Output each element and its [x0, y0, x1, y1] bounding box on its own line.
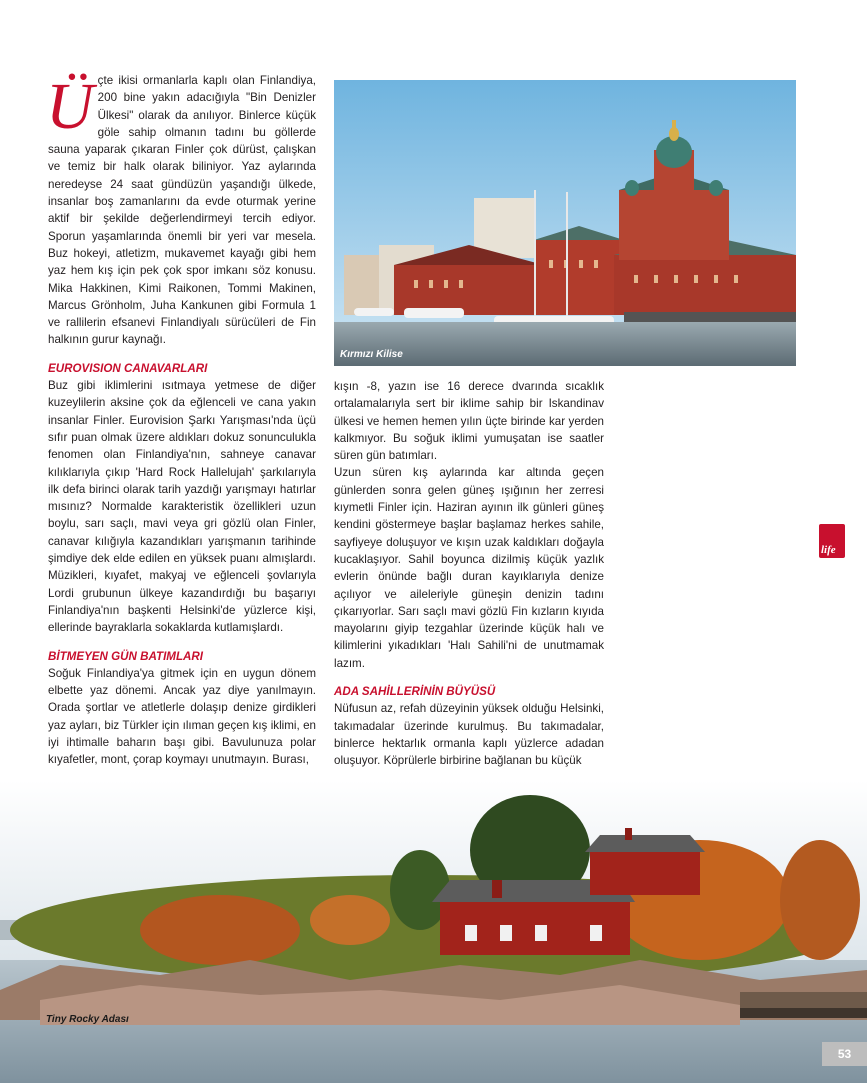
magazine-side-logo — [819, 524, 845, 558]
summer-paragraph: Uzun süren kış aylarında kar altında geçen günlerden sonra gelen güneş ışığının her zerresi kıymetli Finler için. Haziran ayının ilk günleri güneş kendini göstermeye başlar başlamaz herkes sahile, sayfiyeye doluşuyor ve kışın uzak kaldıkları doğayla kucaklaşıyor. Sahil boyunca dizilmiş küçük yazlık evlerin önünde bağlı duran kayıklarıyla denize açılıyor ve aileleriyle güneşin denizin tadını çıkarıyorlar. Sarı saçlı mavi gözlü Fin kızların kıyıda mayolarını giyip tezgahlar üzerinde küçük halı ve kilimlerini yıkadıkları 'Halı Sahili'ni de unutmamak lazım. — [334, 466, 604, 670]
caption-top-photo: Kırmızı Kilise — [340, 349, 403, 360]
caption-bottom-photo: Tiny Rocky Adası — [46, 1014, 129, 1025]
article-column-left — [48, 72, 316, 769]
page-number: 53 — [822, 1042, 867, 1066]
climate-paragraph: kışın -8, yazın ise 16 derece dvarında sıcaklık ortalamalarıyla sert bir iklime sahip bir Iskandinav ülkesi ve hemen hemen yılın üçte birinde kar yerden kalkmıyor. Bu soğuk iklimi yumuşatan ise saatler süren gün batımları. — [334, 380, 604, 463]
photo-rocky-island — [0, 780, 867, 1083]
section-heading-eurovision: EUROVISION CANAVARLARI — [48, 361, 208, 375]
article-column-right — [334, 378, 604, 770]
side-logo-text: life — [821, 544, 836, 556]
photo-red-church — [334, 80, 796, 366]
rocky-island-illustration — [0, 780, 867, 1083]
section-text-islands: Nüfusun az, refah düzeyinin yüksek olduğu Helsinki, takımadalar üzerinde kurulmuş. Bu takımadalar, binlerce hektarlık ormanla kaplı yüzlerce adadan oluşuyor. Köprülerle birbirine bağlanan bu küçük — [334, 702, 604, 768]
intro-paragraph: çte ikisi ormanlarla kaplı olan Finlandiya, 200 bine yakın adacığıyla "Bin Denizler Ülkesi" olarak da anılıyor. Binlerce küçük göle sahip olmanın tadını bu göllerde sauna yaparak çıkaran Finler çok dürüst, çalışkan ve temiz bir halk olarak biliniyor. Yaz aylarında neredeyse 24 saat gündüzün yaşandığı ülkede, insanlar boş zamanlarını da evde oturmak yerine aktif bir şekilde değerlendirmeyi tercih ediyor. Sporun yaşamlarında önemli bir yeri var mesela. Buz hokeyi, atletizm, mukavemet kayağı gibi hem yaz hem kış için pek çok spor imkanı söz konusu. Mika Hakkinen, Kimi Raikonen, Tommi Makinen, Marcus Grönholm, Juha Kankunen gibi Formula 1 ve rallilerin efsanevi Finlandiyalı sürücüleri de Fin halkının gurur kaynağı. — [48, 74, 316, 347]
section-heading-islands: ADA SAHİLLERİNİN BÜYÜSÜ — [334, 685, 496, 699]
section-text-eurovision: Buz gibi iklimlerini ısıtmaya yetmese de diğer kuzeylilerin aksine çok da eğlenceli ve cana yakın insanlar Finler. Eurovision Şarkı Yarışması'nda üçü sıfır puan olmak üzere aldıkları dokuz sonunculukla fenomen olan Finlandiya'nın, sahneye canavar kılıklarıyla çıkıp 'Hard Rock Hallelujah' şarkılarıyla ilk defa birinci olarak tarih yazdığı yarışmayı hatırlar mısınız? Normalde karakteristik özellikleri uzun boylu, sarı saçlı, mavi veya gri gözlü olan Finler, canavar kılığıyla kazandıkları yarışmanın tarihinde şimdiye dek elde edilen en yüksek puanı almışlardı. Müzikleri, kıyafet, makyaj ve eğlenceli şovlarıyla Lordi grubunun ülkeye kazandırdığı bu başarıyı Finlandiya'nın başkenti Helsinki'de yüzlerce kişi, ellerinde bayraklarla sokaklarda kutlamışlardı. — [48, 379, 316, 635]
red-church-illustration — [334, 80, 796, 366]
drop-cap: Ü — [46, 70, 94, 143]
section-heading-sunsets: BİTMEYEN GÜN BATIMLARI — [48, 649, 204, 663]
section-text-sunsets: Soğuk Finlandiya'ya gitmek için en uygun dönem elbette yaz dönemi. Ancak yaz diye yanılmayın. Orada şortlar ve atletlerle dolaşıp denize girdikleri yaz ayları, biz Türkler için ılıman geçen kış iklimi, en iyi ihtimalle baharın başı gibi. Bavulunuza polar kıyafetler, mont, çorap koymayı unutmayın. Burası, — [48, 666, 316, 767]
